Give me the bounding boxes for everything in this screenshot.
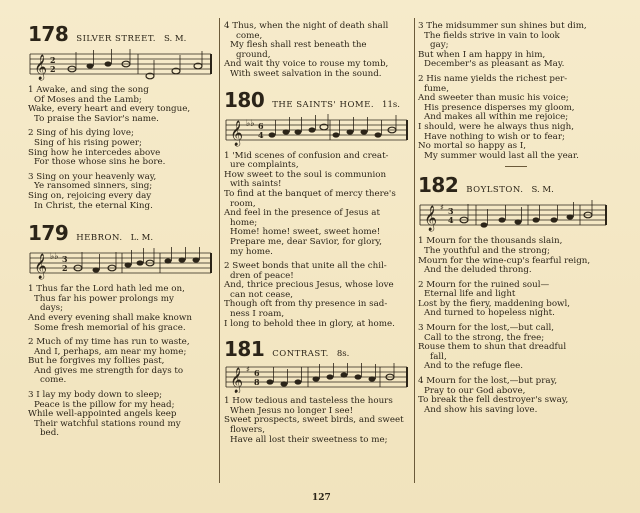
hymn-number: 182 — [418, 173, 459, 198]
hymn-178-verse-2: 2 Sing of his dying love; Sing of his rising power; Sing how he intercedes above For those whose sins he bore. — [28, 128, 166, 168]
svg-text:2: 2 — [50, 64, 56, 74]
svg-text:𝄞: 𝄞 — [230, 368, 244, 394]
hymn-181-verse-2: 2 His name yields the richest per- fume, And sweeter than music his voice; His presence disperses my gloom, And makes all within me rejoice; I should, were he always thus nigh, Have nothing to wish or to fear; No mortal so happy as I, My summer would last all the year. — [418, 73, 579, 161]
column-rule-right — [414, 18, 415, 483]
hymn-meter: 8s. — [336, 349, 350, 360]
svg-text:♯: ♯ — [246, 365, 250, 375]
svg-text:𝄞: 𝄞 — [34, 254, 48, 280]
svg-text:2: 2 — [50, 55, 56, 65]
svg-text:6: 6 — [258, 120, 264, 131]
svg-text:𝄞: 𝄞 — [230, 120, 244, 146]
hymn-178-verse-3: 3 Sing on your heavenly way, Ye ransomed sinners, sing; Sing on, rejoicing every day In Christ, the eternal King. — [28, 171, 157, 211]
hymn-number: 181 — [224, 337, 265, 362]
hymn-178-verse-1: 1 Awake, and sing the song Of Moses and the Lamb; Wake, every heart and every tongue, To praise the Savior's name. — [28, 85, 191, 124]
svg-text:6: 6 — [254, 368, 260, 379]
svg-text:𝄞: 𝄞 — [424, 206, 438, 232]
hymn-title: BOYLSTON. — [466, 185, 524, 196]
hymn-meter: L. M. — [130, 233, 154, 244]
hymn-number: 180 — [224, 87, 265, 112]
music-staff-179 — [28, 247, 213, 281]
hymn-179-header — [28, 221, 218, 245]
hymn-180-verse-2: 2 Sweet bonds that unite all the chil- dren of peace! And, thrice precious Jesus, whose love can not cease, Though oft from thy presence in sad- ness I roam, I long to behold thee in glory, at home. — [224, 261, 395, 329]
svg-text:3: 3 — [448, 206, 454, 217]
hymn-178-header — [28, 22, 218, 46]
hymn-180-verse-1: 1 'Mid scenes of confusion and creat- ure complaints, How sweet to the soul is communion with saints! To find at the banquet of mercy there's room, And feel in the presence of Jesus at home; Home! home! sweet, sweet home! Prepare me, dear Savior, for glory, my home. — [224, 150, 396, 257]
column-1 — [28, 18, 218, 444]
hymn-179-verse-4: 4 Thus, when the night of death shall come, My flesh shall rest beneath the ground, And wait thy voice to rouse my tomb, With sweet salvation in the sound. — [224, 21, 389, 79]
column-3 — [418, 22, 614, 420]
hymn-182-verse-2: 2 Mourn for the ruined soul— Eternal life and light Lost by the fiery, maddening bowl, And turned to hopeless night. — [418, 279, 571, 319]
page-number: 127 — [312, 493, 331, 503]
hymn-title: SILVER STREET. — [76, 34, 156, 44]
divider — [505, 166, 527, 167]
column-rule-left — [219, 18, 220, 483]
hymn-181-header — [224, 337, 414, 361]
hymn-179-verse-3: 3 I lay my body down to sleep; Peace is the pillow for my head; While well-appointed angels keep Their watchful stations round my bed. — [28, 390, 181, 439]
svg-text:8: 8 — [254, 377, 260, 388]
hymn-title: CONTRAST. — [272, 349, 329, 360]
svg-text:♭♭: ♭♭ — [50, 252, 59, 263]
hymn-180-header — [224, 88, 414, 112]
svg-text:3: 3 — [62, 254, 68, 265]
hymn-182-header — [418, 173, 614, 197]
hymn-title: HEBRON. — [76, 233, 123, 244]
music-staff-178 — [28, 48, 213, 82]
hymn-number: 179 — [28, 221, 69, 246]
svg-text:4: 4 — [448, 215, 454, 226]
hymn-number: 178 — [28, 22, 69, 46]
music-staff-181 — [224, 363, 409, 393]
hymn-meter: S. M. — [531, 185, 554, 196]
svg-text:♭♭: ♭♭ — [246, 118, 255, 129]
svg-text:𝄞: 𝄞 — [34, 55, 48, 80]
hymn-meter: S. M. — [163, 34, 187, 44]
hymn-182-verse-4: 4 Mourn for the lost,—but pray, Pray to our God above, To break the fell destroyer's sway, And show his saving love. — [418, 376, 569, 415]
hymn-181-verse-1: 1 How tedious and tasteless the hours When Jesus no longer I see! Sweet prospects, sweet birds, and sweet flowers, Have all lost their sweetness to me; — [224, 396, 404, 445]
music-staff-180 — [224, 114, 409, 148]
svg-text:4: 4 — [258, 129, 264, 140]
svg-text:2: 2 — [62, 263, 68, 274]
hymn-182-verse-3: 3 Mourn for the lost,—but call, Call to the strong, the free; Rouse them to shun that dreadful fall, And to the refuge flee. — [418, 323, 567, 372]
hymn-181-verse-3: 3 The midsummer sun shines but dim, The fields strive in vain to look gay; But when I am happy in him, December's as pleasant as May. — [418, 21, 587, 70]
hymn-179-verse-2: 2 Much of my time has run to waste, And I, perhaps, am near my home; But he forgives my follies past, And gives me strength for days to come. — [28, 337, 190, 386]
music-staff-182 — [418, 199, 608, 233]
column-2 — [224, 22, 414, 450]
hymn-title: THE SAINTS' HOME. — [272, 99, 375, 110]
hymn-182-verse-1: 1 Mourn for the thousands slain, The youthful and the strong; Mourn for the wine-cup's fearful reign, And the deluded throng. — [418, 236, 591, 276]
svg-text:♯: ♯ — [440, 203, 444, 213]
hymn-179-verse-1: 1 Thus far the Lord hath led me on, Thus far his power prolongs my days; And every evening shall make known Some fresh memorial of his grace. — [28, 284, 192, 333]
hymn-meter: 11s. — [382, 99, 400, 110]
